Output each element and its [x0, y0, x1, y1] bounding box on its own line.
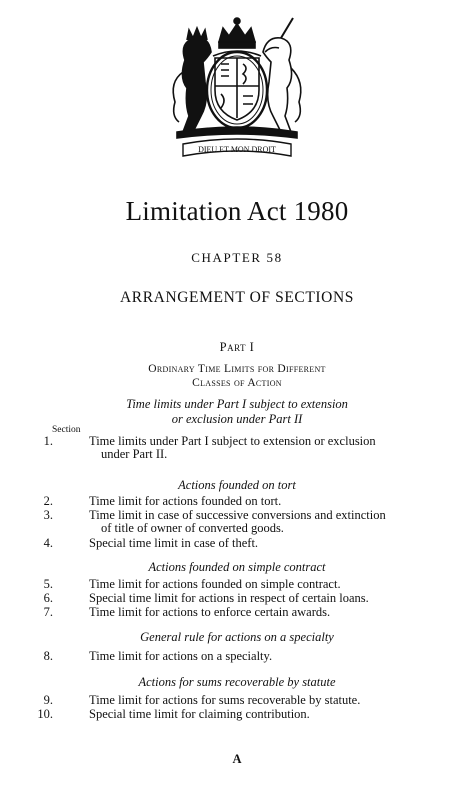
group-heading — [0, 478, 474, 493]
group-heading — [0, 630, 474, 645]
group-heading — [0, 560, 474, 575]
section-number: 1. — [43, 434, 53, 448]
part-subtitle — [0, 362, 474, 390]
arrangement-heading: ARRANGEMENT OF SECTIONS — [120, 289, 354, 306]
section-number: 3. — [43, 508, 53, 522]
section-title: Time limit for actions founded on tort. — [89, 494, 282, 508]
part-label: Part I — [219, 340, 255, 354]
group-heading-line1: Actions for sums recoverable by statute — [138, 675, 336, 689]
section-title: Special time limit in case of theft. — [89, 536, 259, 550]
section-number: 5. — [43, 577, 53, 591]
section-number: 9. — [43, 693, 53, 707]
signature-mark: A — [232, 752, 242, 766]
royal-coat-of-arms-icon — [157, 12, 317, 162]
section-title: Time limit in case of successive conversions and extinction of title of owner of converted goods. — [89, 508, 386, 535]
section-number: 7. — [43, 605, 53, 619]
group-heading-line1: Actions founded on simple contract — [148, 560, 326, 574]
section-number: 10. — [37, 707, 53, 721]
section-title: Time limit for actions for sums recoverable by statute. — [89, 693, 361, 707]
section-title: Time limits under Part I subject to extension or exclusion under Part II. — [89, 434, 376, 461]
group-heading-line1: Actions founded on tort — [178, 478, 296, 492]
section-title: Time limit for actions founded on simple contract. — [89, 577, 341, 591]
section-number: 2. — [43, 494, 53, 508]
act-title: Limitation Act 1980 — [125, 196, 349, 226]
section-title: Special time limit for actions in respect of certain loans. — [89, 591, 369, 605]
section-number: 6. — [43, 591, 53, 605]
section-title: Special time limit for claiming contribution. — [89, 707, 310, 721]
section-number: 4. — [43, 536, 53, 550]
group-heading-line1: Time limits under Part I subject to extension — [126, 397, 348, 411]
section-column-label: Section — [52, 425, 81, 435]
part-subtitle-line1: Ordinary Time Limits for Different — [148, 363, 326, 375]
group-heading-line2: or exclusion under Part II — [171, 412, 303, 426]
chapter-number: CHAPTER 58 — [191, 250, 283, 265]
section-title: Time limit for actions on a specialty. — [89, 649, 273, 663]
group-heading — [0, 675, 474, 690]
part-subtitle-line2: Classes of Action — [192, 377, 282, 389]
section-title: Time limit for actions to enforce certain awards. — [89, 605, 331, 619]
crest-motto: DIEU ET MON DROIT — [198, 145, 276, 154]
group-heading — [0, 397, 474, 427]
group-heading-line1: General rule for actions on a specialty — [140, 630, 334, 644]
section-number: 8. — [43, 649, 53, 663]
